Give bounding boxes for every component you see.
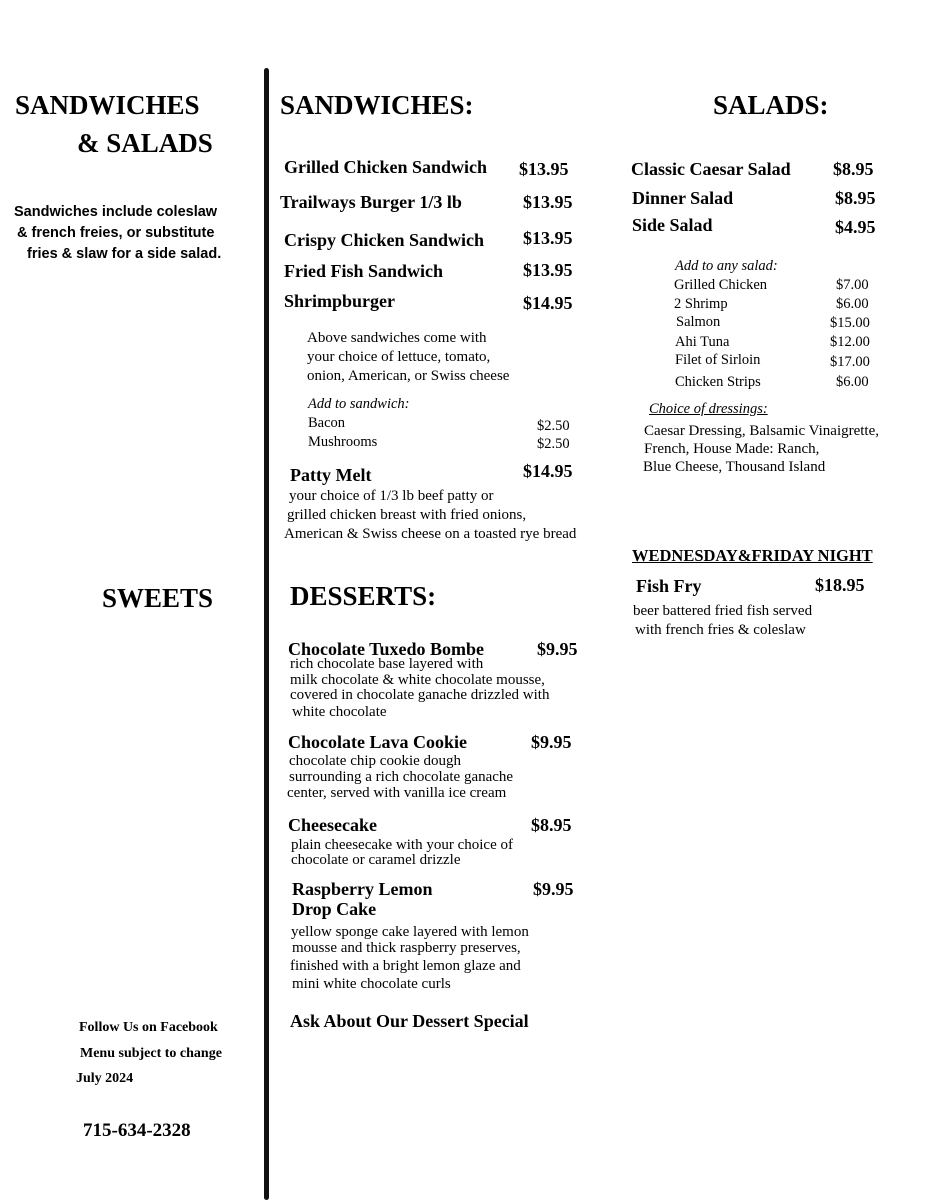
dessert-name: Cheesecake — [288, 815, 377, 835]
menu-subject: Menu subject to change — [80, 1046, 222, 1061]
dessert-name: Raspberry Lemon — [292, 879, 433, 899]
dessert-price: $8.95 — [531, 815, 572, 835]
left-title-line1: SANDWICHES — [15, 90, 200, 120]
salad-price: $8.95 — [833, 159, 874, 179]
dessert-desc-line: mini white chocolate curls — [292, 976, 451, 992]
menu-item-name: Shrimpburger — [284, 291, 396, 311]
left-note-line2: & french freies, or substitute — [17, 225, 215, 241]
dessert-price: $9.95 — [531, 732, 572, 752]
sandwich-note-line: onion, American, or Swiss cheese — [307, 368, 510, 384]
menu-date: July 2024 — [76, 1071, 134, 1086]
addon-price: $2.50 — [537, 436, 570, 452]
menu-item-price: $14.95 — [523, 293, 573, 313]
addon-name: Mushrooms — [308, 434, 378, 450]
menu-item-price: $13.95 — [523, 192, 573, 212]
salad-addon-price: $17.00 — [830, 354, 870, 370]
patty-melt-desc-line: American & Swiss cheese on a toasted rye bread — [284, 526, 577, 542]
fish-fry-desc-line: beer battered fried fish served — [633, 603, 813, 619]
addon-price: $2.50 — [537, 418, 570, 434]
dessert-desc-line: milk chocolate & white chocolate mousse, — [290, 672, 545, 688]
salad-name: Classic Caesar Salad — [631, 159, 791, 179]
dessert-desc-line: finished with a bright lemon glaze and — [290, 958, 521, 974]
left-note-line3: fries & slaw for a side salad. — [27, 246, 222, 262]
dessert-name: Chocolate Lava Cookie — [288, 732, 467, 752]
dessert-desc-line: surrounding a rich chocolate ganache — [289, 769, 514, 785]
dessert-special: Ask About Our Dessert Special — [290, 1011, 529, 1031]
left-title-line2: & SALADS — [77, 128, 213, 158]
sweets-title: SWEETS — [102, 583, 214, 613]
addon-name: Bacon — [308, 415, 346, 431]
dessert-desc-line: yellow sponge cake layered with lemon — [291, 924, 529, 940]
left-note-line1: Sandwiches include coleslaw — [14, 204, 218, 220]
salad-addon-price: $15.00 — [830, 315, 870, 331]
desserts-title: DESSERTS: — [290, 581, 437, 611]
salad-name: Side Salad — [632, 215, 713, 235]
patty-melt-desc-line: your choice of 1/3 lb beef patty or — [289, 488, 494, 504]
salad-addon-name: Salmon — [676, 314, 721, 330]
salad-name: Dinner Salad — [632, 188, 734, 208]
add-to-salad-label: Add to any salad: — [675, 258, 778, 274]
dessert-desc-line: rich chocolate base layered with — [290, 656, 484, 672]
salad-addon-name: Grilled Chicken — [674, 277, 768, 293]
dessert-name: Drop Cake — [292, 899, 377, 919]
menu-item-name: Trailways Burger 1/3 lb — [280, 192, 462, 212]
dessert-price: $9.95 — [533, 879, 574, 899]
menu-item-price: $13.95 — [519, 159, 569, 179]
dessert-desc-line: center, served with vanilla ice cream — [287, 785, 507, 801]
sandwich-note-line: Above sandwiches come with — [307, 330, 487, 346]
dressings-line: French, House Made: Ranch, — [644, 441, 820, 457]
menu-item-name: Crispy Chicken Sandwich — [284, 230, 485, 250]
salad-addon-price: $7.00 — [836, 277, 869, 293]
salads-title: SALADS: — [713, 90, 829, 120]
dessert-desc-line: mousse and thick raspberry preserves, — [292, 940, 521, 956]
salad-addon-price: $6.00 — [836, 296, 869, 312]
salad-addon-price: $6.00 — [836, 374, 869, 390]
special-night-title: WEDNESDAY&FRIDAY NIGHT — [632, 546, 873, 565]
column-divider — [264, 68, 269, 1200]
dressings-line: Blue Cheese, Thousand Island — [643, 459, 826, 475]
sandwich-note-line: your choice of lettuce, tomato, — [307, 349, 491, 365]
dessert-price: $9.95 — [537, 639, 578, 659]
salad-addon-name: Ahi Tuna — [675, 334, 730, 350]
dessert-desc-line: covered in chocolate ganache drizzled with — [290, 687, 550, 703]
menu-item-price: $13.95 — [523, 260, 573, 280]
salad-addon-name: 2 Shrimp — [674, 296, 728, 312]
follow-facebook: Follow Us on Facebook — [79, 1020, 218, 1035]
patty-melt-desc-line: grilled chicken breast with fried onions, — [287, 507, 527, 523]
dessert-desc-line: chocolate or caramel drizzle — [291, 852, 461, 868]
menu-item-name: Fried Fish Sandwich — [284, 261, 444, 281]
sandwiches-title: SANDWICHES: — [280, 90, 474, 120]
fish-fry-name: Fish Fry — [636, 576, 702, 596]
dessert-desc-line: white chocolate — [292, 704, 387, 720]
dressings-label: Choice of dressings: — [649, 401, 768, 417]
phone-number: 715-634-2328 — [83, 1120, 191, 1141]
fish-fry-price: $18.95 — [815, 575, 865, 595]
salad-price: $8.95 — [835, 188, 876, 208]
patty-melt-price: $14.95 — [523, 461, 573, 481]
dressings-line: Caesar Dressing, Balsamic Vinaigrette, — [644, 423, 880, 439]
salad-addon-name: Filet of Sirloin — [675, 352, 761, 368]
salad-price: $4.95 — [835, 217, 876, 237]
menu-item-price: $13.95 — [523, 228, 573, 248]
dessert-name: Chocolate Tuxedo Bombe — [288, 639, 485, 659]
menu-item-name: Grilled Chicken Sandwich — [284, 157, 488, 177]
dessert-desc-line: plain cheesecake with your choice of — [291, 837, 513, 853]
dessert-desc-line: chocolate chip cookie dough — [289, 753, 462, 769]
patty-melt-name: Patty Melt — [290, 465, 372, 485]
add-to-sandwich-label: Add to sandwich: — [308, 396, 410, 412]
salad-addon-name: Chicken Strips — [675, 374, 761, 390]
fish-fry-desc-line: with french fries & coleslaw — [635, 622, 806, 638]
salad-addon-price: $12.00 — [830, 334, 870, 350]
